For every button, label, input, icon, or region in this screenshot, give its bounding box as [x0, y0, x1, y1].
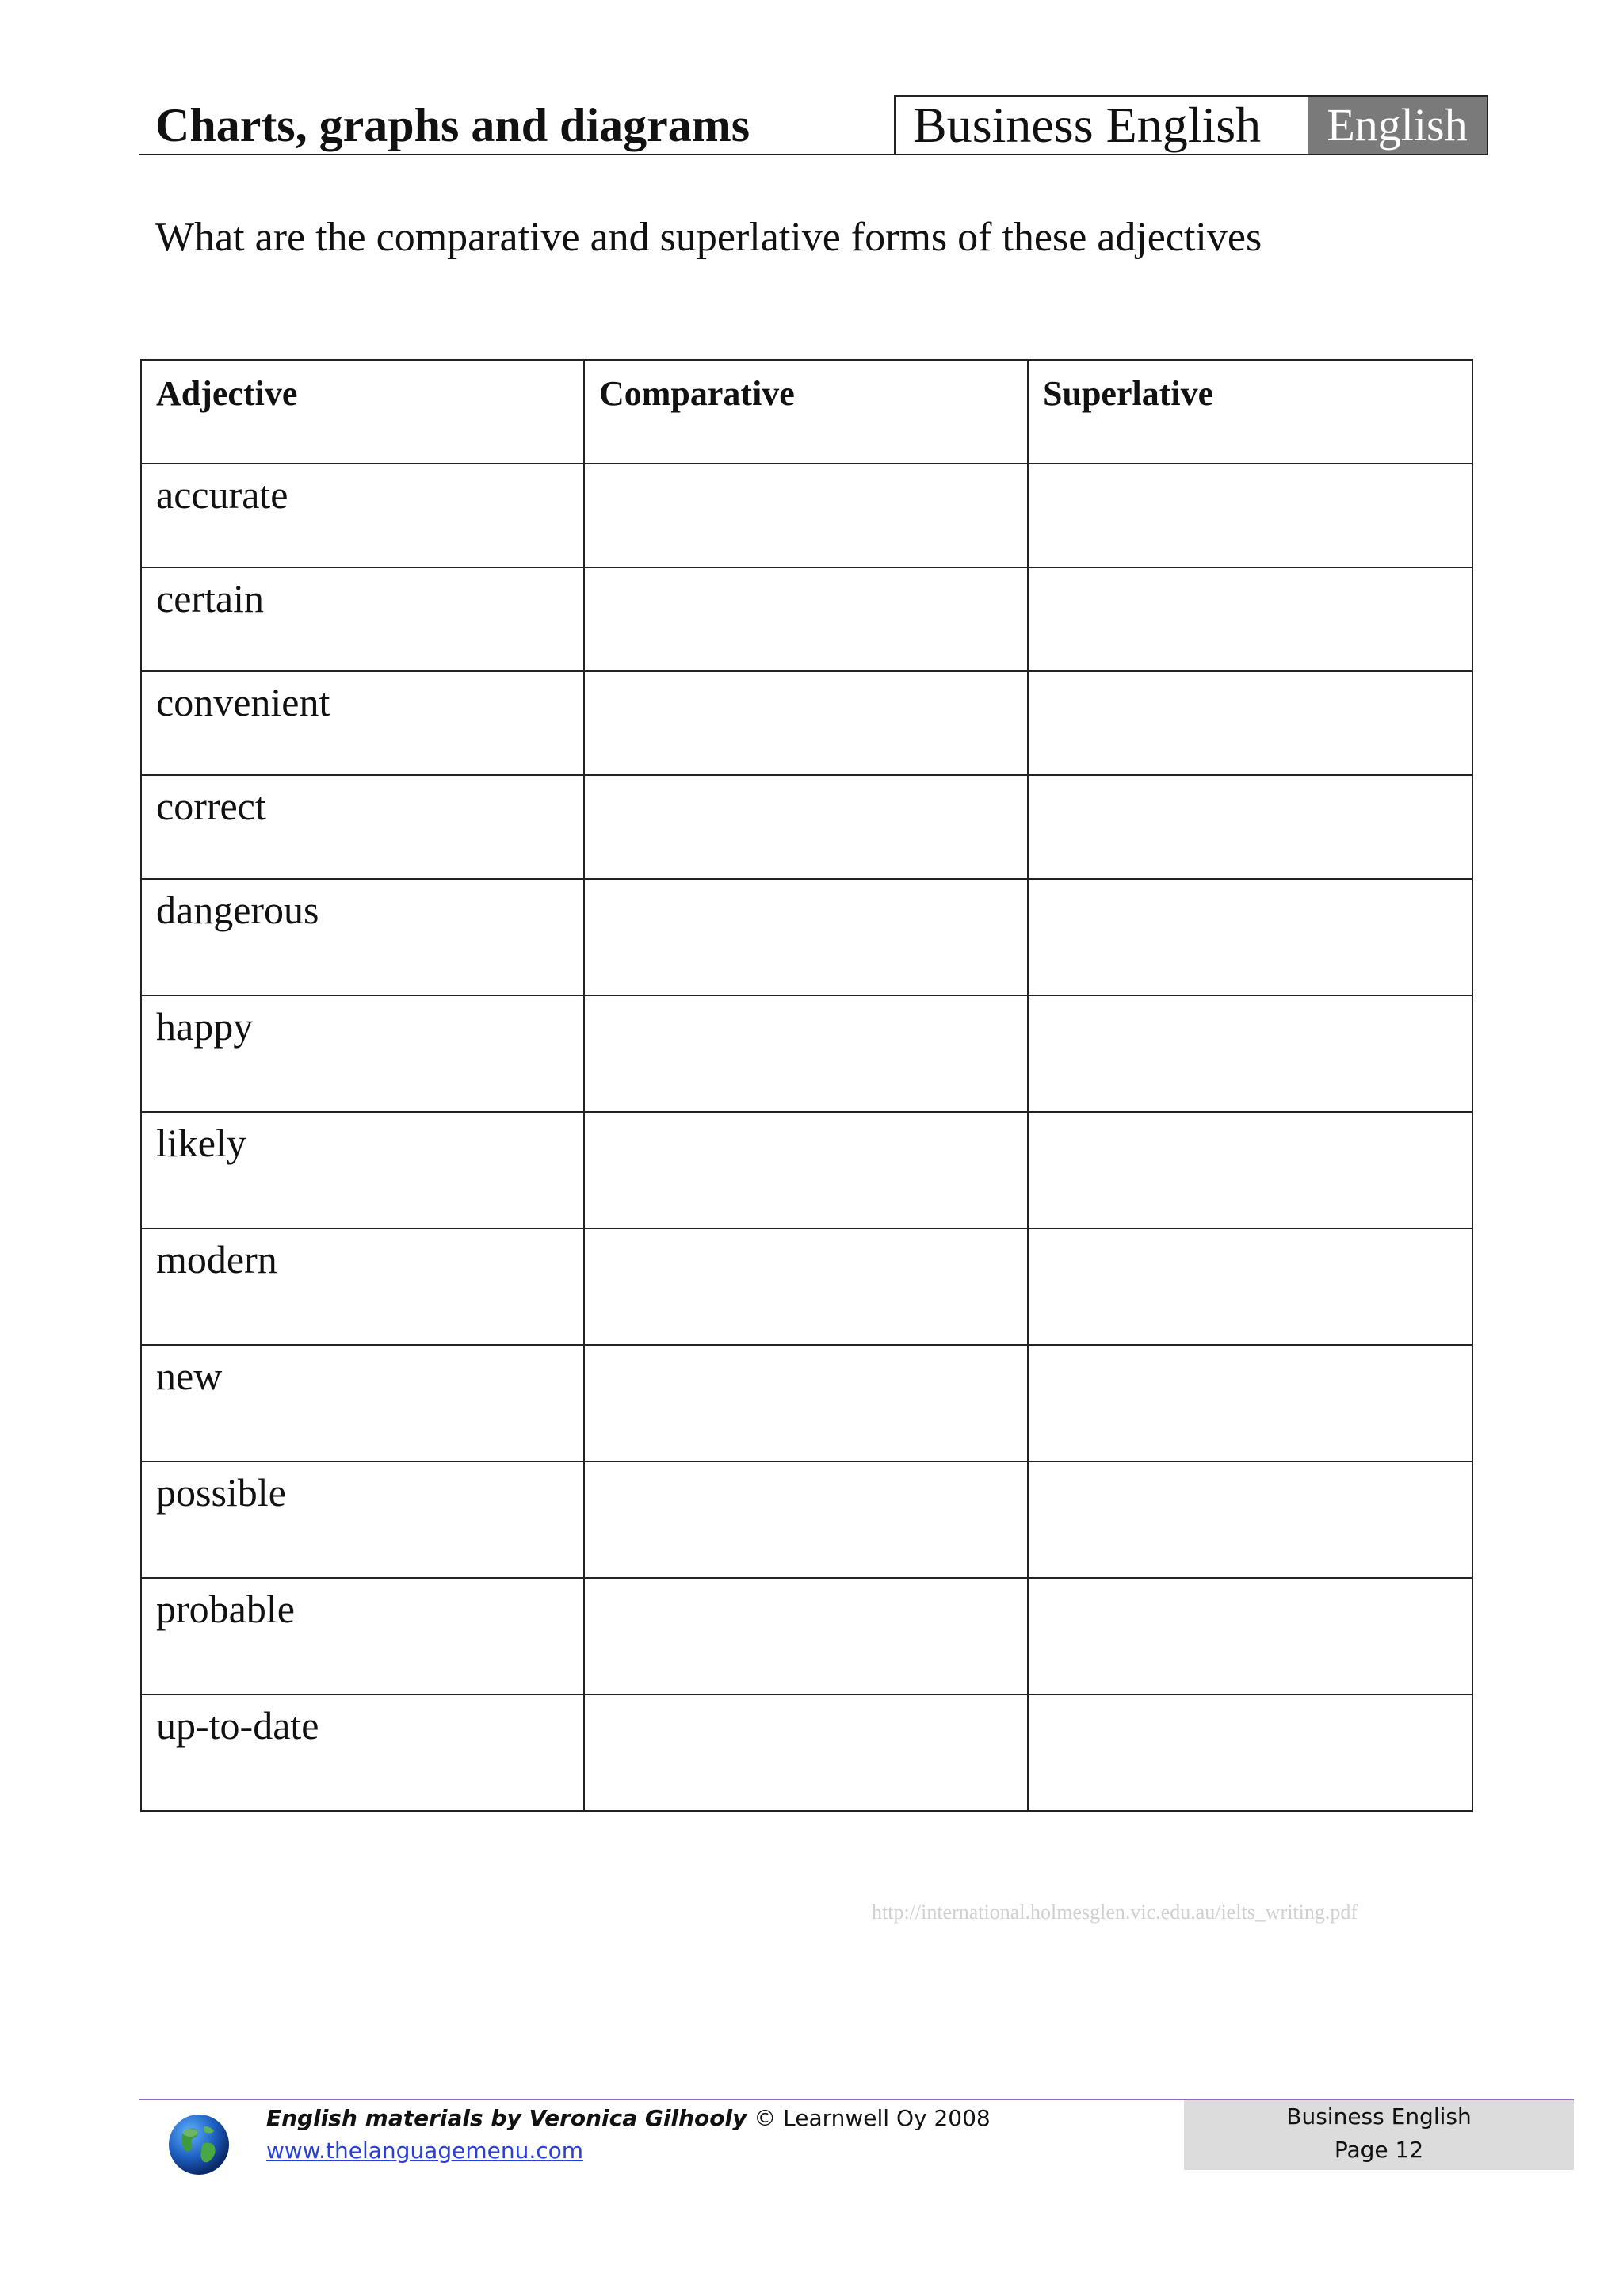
- superlative-cell[interactable]: [1028, 671, 1472, 775]
- page-header: [139, 95, 1487, 155]
- table-row: [141, 567, 1472, 671]
- website-link[interactable]: www.thelanguagemenu.com: [266, 2137, 584, 2164]
- superlative-cell[interactable]: [1028, 1112, 1472, 1228]
- comparative-cell[interactable]: [584, 464, 1028, 567]
- adjective-cell: happy: [141, 995, 584, 1112]
- comparative-cell[interactable]: [584, 671, 1028, 775]
- subject-box: [894, 95, 1488, 155]
- footer-page-box: [1184, 2100, 1574, 2170]
- table-row: [141, 775, 1472, 879]
- table-row: [141, 464, 1472, 567]
- superlative-cell[interactable]: [1028, 879, 1472, 995]
- column-header-superlative: Superlative: [1028, 360, 1472, 464]
- table-row: [141, 995, 1472, 1112]
- credit-author: English materials by Veronica Gilhooly: [266, 2105, 747, 2131]
- comparative-cell[interactable]: [584, 1461, 1028, 1578]
- adjective-cell: dangerous: [141, 879, 584, 995]
- adjective-cell: accurate: [141, 464, 584, 567]
- adjective-cell: convenient: [141, 671, 584, 775]
- superlative-cell[interactable]: [1028, 1578, 1472, 1694]
- superlative-cell[interactable]: [1028, 1345, 1472, 1461]
- subject-label: Business English: [913, 97, 1262, 153]
- adjective-cell: up-to-date: [141, 1694, 584, 1811]
- adjective-cell: possible: [141, 1461, 584, 1578]
- table-row: [141, 1461, 1472, 1578]
- adjective-cell: certain: [141, 567, 584, 671]
- table-row: [141, 1112, 1472, 1228]
- comparative-cell[interactable]: [584, 1228, 1028, 1345]
- adjective-cell: new: [141, 1345, 584, 1461]
- column-header-adjective: Adjective: [141, 360, 584, 464]
- column-header-comparative: Comparative: [584, 360, 1028, 464]
- table-header-row: [141, 360, 1472, 464]
- comparative-cell[interactable]: [584, 1578, 1028, 1694]
- superlative-cell[interactable]: [1028, 995, 1472, 1112]
- page-title: Charts, graphs and diagrams: [155, 99, 750, 151]
- comparative-cell[interactable]: [584, 995, 1028, 1112]
- adjective-cell: likely: [141, 1112, 584, 1228]
- table-row: [141, 1228, 1472, 1345]
- adjective-cell: probable: [141, 1578, 584, 1694]
- adjective-table: [140, 359, 1473, 1812]
- comparative-cell[interactable]: [584, 775, 1028, 879]
- table-row: [141, 1578, 1472, 1694]
- table-row: [141, 879, 1472, 995]
- instruction-text: What are the comparative and superlative forms of these adjectives: [155, 215, 1262, 260]
- language-badge: English: [1308, 97, 1487, 154]
- source-url: http://international.holmesglen.vic.edu.au/ielts_writing.pdf: [872, 1901, 1358, 1924]
- superlative-cell[interactable]: [1028, 775, 1472, 879]
- header-divider: [139, 154, 897, 155]
- comparative-cell[interactable]: [584, 1112, 1028, 1228]
- superlative-cell[interactable]: [1028, 1694, 1472, 1811]
- adjective-cell: modern: [141, 1228, 584, 1345]
- superlative-cell[interactable]: [1028, 464, 1472, 567]
- superlative-cell[interactable]: [1028, 567, 1472, 671]
- globe-icon: [166, 2112, 231, 2177]
- comparative-cell[interactable]: [584, 1345, 1028, 1461]
- comparative-cell[interactable]: [584, 879, 1028, 995]
- footer-credit: [266, 2102, 991, 2135]
- page-number: Page 12: [1334, 2137, 1424, 2163]
- footer-subject: Business English: [1286, 2103, 1472, 2130]
- superlative-cell[interactable]: [1028, 1228, 1472, 1345]
- credit-copyright: © Learnwell Oy 2008: [747, 2105, 991, 2131]
- table-row: [141, 1345, 1472, 1461]
- adjective-cell: correct: [141, 775, 584, 879]
- table-row: [141, 671, 1472, 775]
- comparative-cell[interactable]: [584, 1694, 1028, 1811]
- table-row: [141, 1694, 1472, 1811]
- comparative-cell[interactable]: [584, 567, 1028, 671]
- superlative-cell[interactable]: [1028, 1461, 1472, 1578]
